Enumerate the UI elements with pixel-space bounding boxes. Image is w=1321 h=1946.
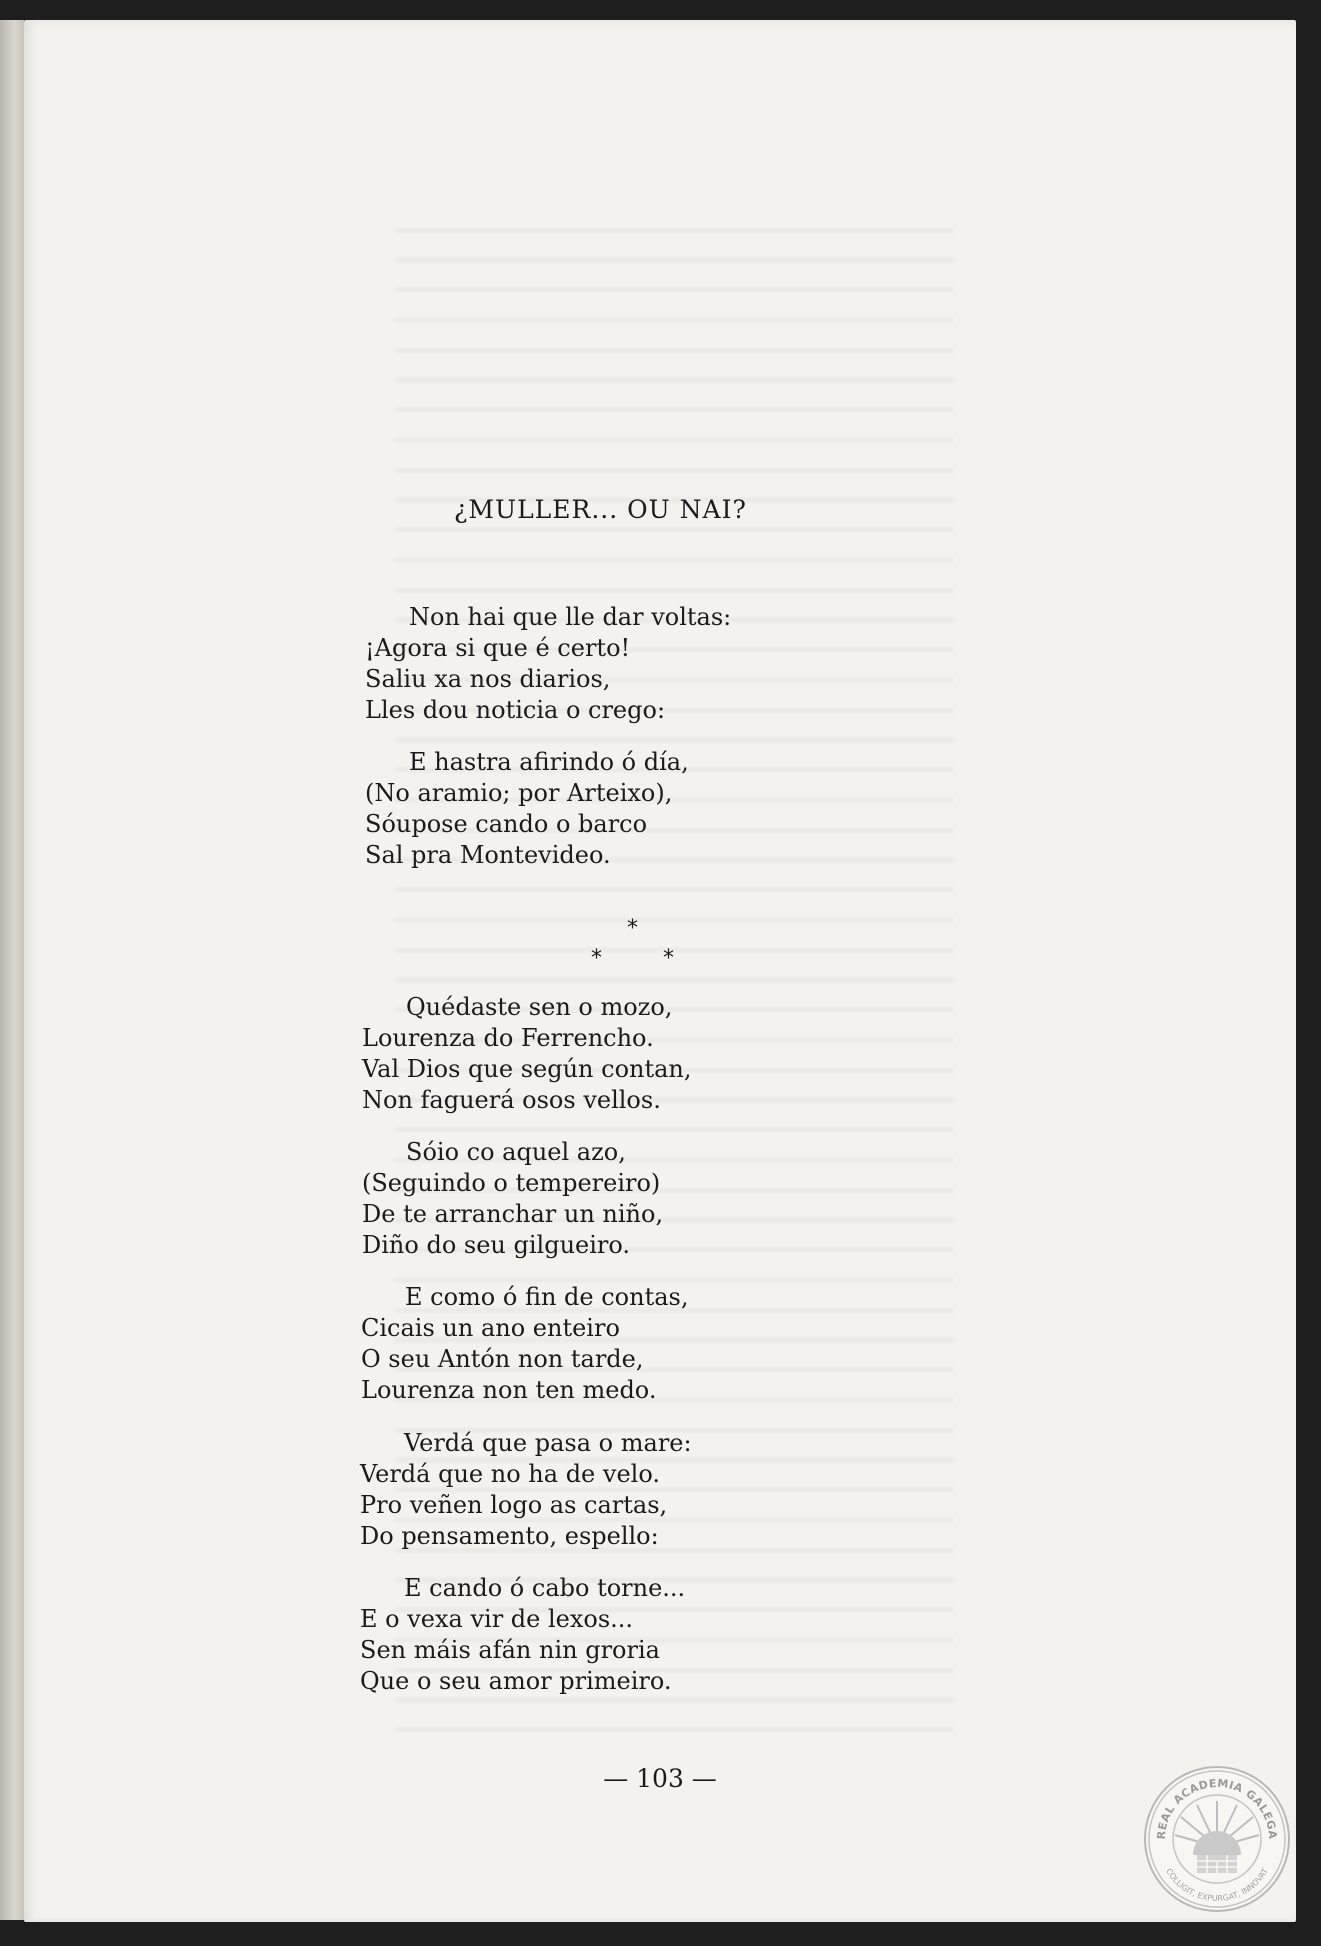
verse-line: (No aramio; por Arteixo),	[365, 779, 673, 807]
poem-title: ¿MULLER... OU NAI?	[454, 495, 747, 524]
verse-line: (Seguindo o tempereiro)	[362, 1169, 661, 1197]
verse-line: Lles dou noticia o crego:	[365, 696, 666, 724]
verse-line: Lourenza do Ferrencho.	[362, 1024, 654, 1052]
asterism-star: *	[663, 946, 674, 971]
verse-line: Sóupose cando o barco	[365, 810, 648, 838]
verse-line: Lourenza non ten medo.	[361, 1376, 657, 1404]
stanza-6	[360, 1428, 692, 1552]
verse-line: Sóio co aquel azo,	[406, 1138, 626, 1166]
verse-line: Diño do seu gilgueiro.	[362, 1231, 631, 1259]
verse-line: Verdá que no ha de velo.	[360, 1460, 660, 1488]
verse-line: Val Dios que según contan,	[362, 1055, 692, 1083]
verse-line: E hastra afirindo ó día,	[409, 748, 689, 776]
verse-line: E o vexa vir de lexos...	[360, 1605, 634, 1633]
verse-line: Sal pra Montevideo.	[365, 841, 611, 869]
verse-line: Pro veñen logo as cartas,	[360, 1491, 668, 1519]
verse-line: E como ó fin de contas,	[405, 1283, 689, 1311]
verse-line: Quédaste sen o mozo,	[406, 993, 673, 1021]
left-page-edge	[0, 20, 24, 1920]
book-page	[24, 20, 1296, 1922]
verse-line: Verdá que pasa o mare:	[404, 1429, 692, 1457]
verse-line: Que o seu amor primeiro.	[360, 1667, 672, 1695]
stanza-1	[365, 602, 731, 726]
verse-line: Non faguerá osos vellos.	[362, 1086, 661, 1114]
stanza-3	[362, 992, 692, 1116]
stanza-4	[362, 1137, 663, 1261]
verse-line: Do pensamento, espello:	[360, 1522, 659, 1550]
poem	[24, 20, 1296, 1922]
verse-line: E cando ó cabo torne...	[404, 1574, 686, 1602]
asterism-star: *	[627, 916, 638, 941]
verse-line: Saliu xa nos diarios,	[365, 665, 611, 693]
page-number: — 103 —	[603, 1764, 717, 1793]
seal-top-text: REAL ACADEMIA GALEGA	[1154, 1776, 1280, 1840]
verse-line: ¡Agora si que é certo!	[365, 634, 631, 662]
stanza-7	[360, 1573, 685, 1697]
verse-line: Sen máis afán nin groria	[360, 1636, 660, 1664]
seal-graphic	[1143, 1765, 1291, 1913]
stanza-5	[361, 1282, 689, 1406]
verse-line: Non hai que lle dar voltas:	[409, 603, 732, 631]
rising-sun-seal-icon	[1143, 1765, 1291, 1913]
asterism	[591, 916, 681, 986]
seal-bottom-text: COLLIGIT, EXPURGAT, INNOVAT	[1164, 1866, 1270, 1904]
stanza-2	[365, 747, 689, 871]
asterism-star: *	[591, 946, 602, 971]
verse-line: Cicais un ano enteiro	[361, 1314, 620, 1342]
verse-line: De te arranchar un niño,	[362, 1200, 664, 1228]
verse-line: O seu Antón non tarde,	[361, 1345, 644, 1373]
